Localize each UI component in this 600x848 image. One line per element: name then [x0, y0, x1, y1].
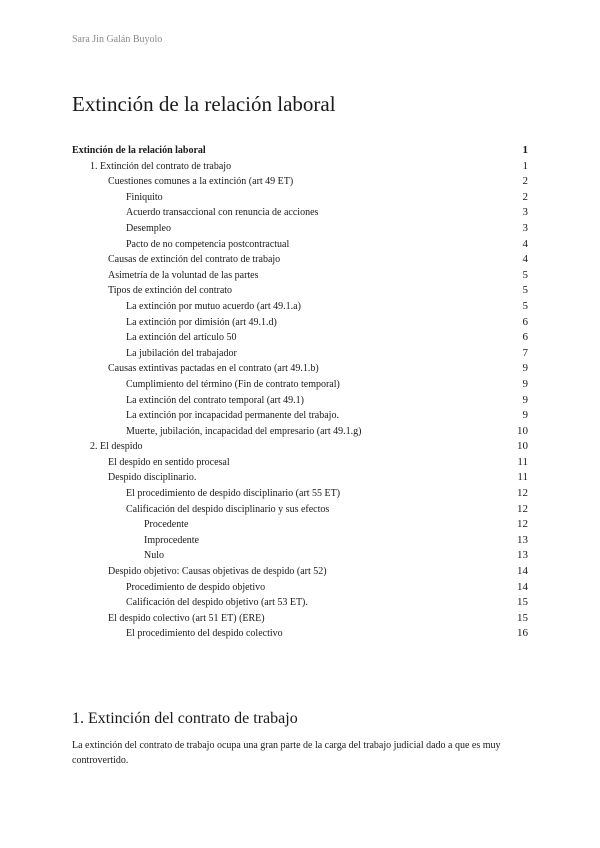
toc-entry[interactable]: [72, 502, 528, 518]
toc-page-number: 13: [517, 549, 528, 562]
toc-page-number: 9: [522, 377, 528, 390]
toc-entry[interactable]: [72, 564, 528, 580]
toc-entry[interactable]: [72, 237, 528, 253]
toc-entry[interactable]: [72, 205, 528, 221]
toc-entry[interactable]: [72, 299, 528, 315]
toc-entry[interactable]: [72, 143, 528, 159]
toc-entry[interactable]: [72, 361, 528, 377]
section-paragraph: La extinción del contrato de trabajo ocupa una gran parte de la carga del trabajo judicial dado a que es muy controvertido.: [72, 740, 501, 766]
toc-entry[interactable]: [72, 283, 528, 299]
toc-entry[interactable]: [72, 252, 528, 268]
toc-entry-text: El procedimiento de despido disciplinario (art 55 ET): [126, 488, 341, 500]
toc-entry-text: La extinción por dimisión (art 49.1.d): [126, 316, 277, 328]
toc-entry[interactable]: [72, 268, 528, 284]
toc-entry[interactable]: [72, 533, 528, 549]
toc-entry[interactable]: [72, 330, 528, 346]
toc-entry-text: Cumplimiento del término (Fin de contrato temporal): [126, 378, 340, 390]
document-title: Extinción de la relación laboral: [72, 92, 336, 116]
toc-entry-text: 1. Extinción del contrato de trabajo: [90, 160, 232, 172]
toc-page-number: 14: [517, 565, 528, 578]
toc-entry[interactable]: [72, 346, 528, 362]
author-name: Sara Jin Galán Buyolo: [72, 34, 163, 45]
toc-entry-text: La extinción del artículo 50: [126, 332, 237, 344]
toc-entry-text: Calificación del despido objetivo (art 53 ET).: [126, 597, 308, 609]
toc-entry[interactable]: [72, 315, 528, 331]
toc-entry[interactable]: [72, 408, 528, 424]
toc-entry-text: Calificación del despido disciplinario y sus efectos: [126, 503, 330, 515]
toc-page-number: 10: [517, 424, 528, 437]
toc-page-number: 2: [522, 190, 528, 203]
toc-entry-text: Improcedente: [144, 534, 199, 546]
toc-entry-text: La jubilación del trabajador: [126, 347, 237, 359]
toc-entry[interactable]: [72, 424, 528, 440]
toc-entry-text: Tipos de extinción del contrato: [108, 285, 233, 297]
toc-entry-text: Muerte, jubilación, incapacidad del empresario (art 49.1.g): [126, 425, 362, 437]
toc-entry[interactable]: [72, 455, 528, 471]
toc-entry-text: Finiquito: [126, 191, 163, 203]
toc-page-number: 3: [522, 206, 528, 219]
toc-page-number: 3: [522, 221, 528, 234]
toc-entry[interactable]: [72, 595, 528, 611]
toc-entry-text: Pacto de no competencia postcontractual: [126, 238, 290, 250]
toc-page-number: 1: [522, 144, 528, 156]
toc-entry-text: El procedimiento del despido colectivo: [126, 628, 283, 640]
toc-entry-text: Procedente: [144, 519, 189, 531]
toc-page-number: 12: [517, 502, 528, 515]
toc-entry-text: Extinción de la relación laboral: [72, 145, 206, 156]
toc-page-number: 4: [522, 237, 528, 250]
toc-page-number: 2: [522, 175, 528, 188]
toc-page-number: 5: [522, 268, 528, 281]
toc-entry-text: La extinción por incapacidad permanente del trabajo.: [126, 410, 339, 422]
toc-entry[interactable]: [72, 221, 528, 237]
table-of-contents: [72, 143, 528, 642]
toc-entry[interactable]: [72, 159, 528, 175]
toc-page-number: 16: [517, 627, 528, 640]
toc-entry-text: El despido en sentido procesal: [108, 456, 230, 468]
toc-entry[interactable]: [72, 470, 528, 486]
toc-page-number: 11: [517, 455, 528, 468]
toc-page-number: 12: [517, 487, 528, 500]
toc-entry[interactable]: [72, 190, 528, 206]
toc-page-number: 9: [522, 409, 528, 422]
toc-entry-text: Cuestiones comunes a la extinción (art 49 ET): [108, 176, 294, 188]
toc-entry-text: Desempleo: [126, 222, 171, 234]
toc-entry-text: Asimetría de la voluntad de las partes: [108, 269, 259, 281]
toc-entry[interactable]: [72, 517, 528, 533]
toc-page-number: 9: [522, 362, 528, 375]
toc-entry[interactable]: [72, 626, 528, 642]
toc-entry[interactable]: [72, 486, 528, 502]
toc-page-number: 13: [517, 533, 528, 546]
toc-entry-text: Causas de extinción del contrato de trabajo: [108, 254, 281, 266]
toc-entry[interactable]: [72, 393, 528, 409]
toc-entry-text: Acuerdo transaccional con renuncia de acciones: [126, 207, 319, 219]
toc-page-number: 5: [522, 299, 528, 312]
toc-page-number: 10: [517, 440, 528, 453]
toc-entry[interactable]: [72, 548, 528, 564]
toc-entry-text: Procedimiento de despido objetivo: [126, 581, 266, 593]
toc-entry[interactable]: [72, 611, 528, 627]
toc-entry-text: Nulo: [144, 550, 164, 562]
section-heading: 1. Extinción del contrato de trabajo: [72, 710, 298, 727]
toc-entry-text: Despido objetivo: Causas objetivas de despido (art 52): [108, 566, 327, 578]
toc-entry-text: El despido colectivo (art 51 ET) (ERE): [108, 612, 265, 624]
toc-entry[interactable]: [72, 439, 528, 455]
toc-page-number: 6: [522, 315, 528, 328]
toc-page-number: 14: [517, 580, 528, 593]
toc-entry[interactable]: [72, 174, 528, 190]
toc-entry-text: 2. El despido: [90, 441, 143, 453]
toc-page-number: 4: [522, 253, 528, 266]
toc-page-number: 1: [522, 159, 528, 172]
toc-page-number: 7: [522, 346, 528, 359]
toc-entry-text: Causas extintivas pactadas en el contrato (art 49.1.b): [108, 363, 319, 375]
toc-entry-text: La extinción del contrato temporal (art 49.1): [126, 394, 304, 406]
toc-page-number: 5: [522, 284, 528, 297]
toc-page-number: 15: [517, 611, 528, 624]
toc-entry[interactable]: [72, 377, 528, 393]
toc-entry[interactable]: [72, 580, 528, 596]
toc-entry-text: Despido disciplinario.: [108, 472, 197, 484]
toc-page-number: 11: [517, 471, 528, 484]
toc-page-number: 9: [522, 393, 528, 406]
toc-page-number: 6: [522, 331, 528, 344]
toc-page-number: 12: [517, 518, 528, 531]
toc-page-number: 15: [517, 596, 528, 609]
toc-entry-text: La extinción por mutuo acuerdo (art 49.1.a): [126, 300, 301, 312]
